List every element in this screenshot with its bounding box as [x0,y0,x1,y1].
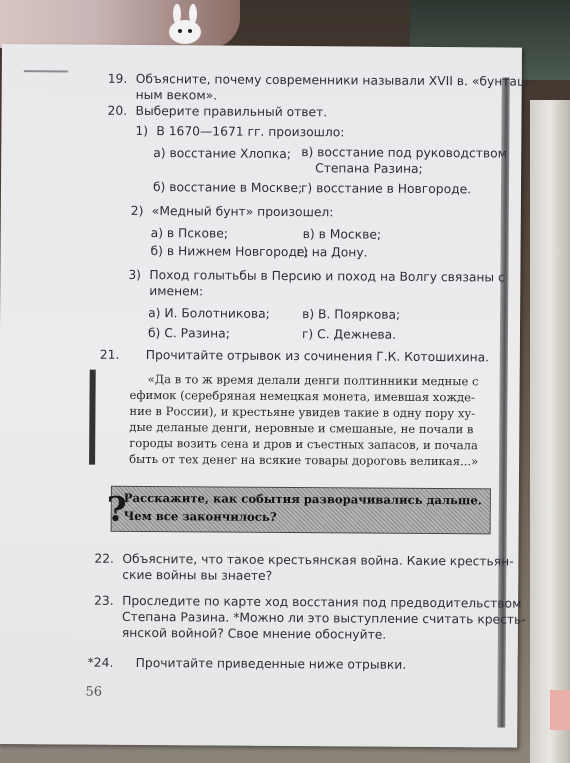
q24-number: *24. [87,655,114,670]
q20-2-option-g: г) на Дону. [296,245,368,260]
bunny-icon [160,4,210,44]
prompt-line-2: Чем все закончилось? [123,508,277,524]
q20-3-option-a: а) И. Болотникова; [148,306,270,321]
q23-line2: Степана Разина. *Можно ли это выступление считать кресть- [121,609,526,627]
textbook-page [0,44,533,748]
quote-line-3: ние в России), и крестьяне увидев такие в одну пору ху- [129,403,476,421]
q19-line2: ным веком». [135,87,218,103]
q21-number: 21. [99,347,120,362]
quote-line-4: дые деланые денги, неровные и смешаные, не почали в [129,419,474,437]
q20-2-number: 2) [130,203,144,218]
prompt-box [111,486,491,535]
q20-2-option-b: б) в Нижнем Новгороде; [150,244,309,260]
q20-2-option-v: в) в Москве; [302,227,382,242]
q20-1-option-b: б) восстание в Москве; [152,180,303,196]
q23-line1: Проследите по карте ход восстания под предводительством [122,593,522,611]
bookmark-tab [550,690,570,730]
q20-1-option-v-line1: в) восстание под руководством [301,145,507,161]
q19-number: 19. [107,71,128,86]
q20-2-option-a: а) в Пскове; [150,226,229,241]
page-number: 56 [85,684,103,700]
quote-line-5: городы возить сена и дров и съестных запасов, и почала [129,435,479,453]
q20-3-option-v: в) В. Пояркова; [302,307,401,322]
quote-bar [89,370,96,465]
q20-1-text: В 1670—1671 гг. произошло: [156,124,345,140]
quote-line-1: «Да в то ж время делали денги полтинники медные с [147,372,479,389]
q23-number: 23. [94,593,114,608]
q20-3-number: 3) [128,267,142,282]
q20-3-option-g: г) С. Дежнева. [301,327,397,342]
next-page-edge [530,100,570,763]
q21-text: Прочитайте отрывок из сочинения Г.К. Котошихина. [145,348,490,365]
q20-1-number: 1) [135,123,149,139]
q20-3-line1: Поход голытьбы в Персию и поход на Волгу связаны с [149,268,505,285]
q20-3-line2: именем: [149,284,204,299]
q20-3-option-b: б) С. Разина; [147,326,230,341]
q20-1-option-v-line2: Степана Разина; [315,161,423,176]
q20-1-option-g: г) восстание в Новгороде. [300,181,472,197]
q19-line1: Объясните, почему современники называли XVII в. «бунташ- [135,71,533,89]
margin-dash [24,70,68,72]
q20-text: Выберите правильный ответ. [135,103,328,120]
plush-toy [0,0,240,48]
q22-number: 22. [94,551,115,566]
q20-number: 20. [107,103,128,118]
q22-line2: ские войны вы знаете? [122,567,273,583]
question-mark-icon: ? [106,489,127,530]
prompt-line-1: Расскажите, как события разворачивались дальше. [123,490,482,508]
q20-2-text: «Медный бунт» произошел: [151,204,334,220]
q24-text: Прочитайте приведенные ниже отрывки. [135,655,407,672]
quote-line-6: быть от тех денег на всякие товары дороговь великая...» [129,451,479,469]
quote-line-2: ефимок (серебряная немецкая монета, имевшая хожде- [129,387,476,405]
binding-spine [497,77,510,727]
q22-line1: Объясните, что такое крестьянская война. Какие крестьян- [122,551,514,569]
q20-1-option-a: а) восстание Хлопка; [153,146,291,162]
q23-line3: янской войной? Свое мнение обоснуйте. [121,625,387,642]
